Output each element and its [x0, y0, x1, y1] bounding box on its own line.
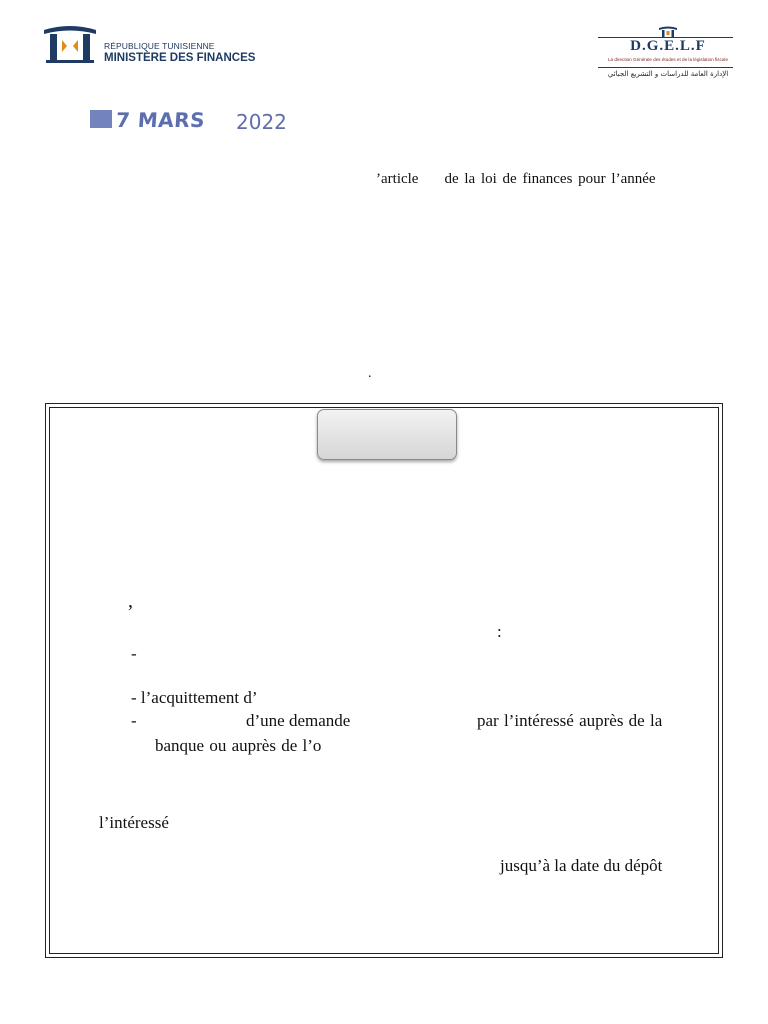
- paragraph-jusqua-depot: jusqu’à la date du dépôt: [500, 856, 663, 875]
- column-emblem-icon: [40, 24, 100, 66]
- box-title-pill: [317, 409, 457, 460]
- dgelf-subtitle-ar: الإدارة العامة للدراسات و التشريع الجبائي: [607, 70, 729, 78]
- stamp-smudge: [90, 110, 112, 128]
- intro-line: [376, 171, 656, 188]
- list-dash-1: -: [131, 644, 137, 663]
- list-item-demande: d’une demande: [246, 711, 351, 730]
- list-dash-3: -: [131, 711, 137, 730]
- list-item-banque: banque ou auprès de l’o: [155, 736, 322, 755]
- dgelf-title: D.G.E.L.F: [630, 38, 706, 54]
- intro-loi-finances: de la loi de finances pour l’année: [444, 171, 656, 187]
- list-item-acquittement: - l’acquittement d’: [131, 688, 258, 707]
- intro-article: ’article: [376, 171, 419, 187]
- paragraph-end-dot: .: [368, 366, 372, 381]
- ministry-name: MINISTÈRE DES FINANCES: [104, 52, 256, 64]
- ministry-republic-label: RÉPUBLIQUE TUNISIENNE: [104, 41, 215, 51]
- box-comma: ,: [128, 590, 133, 612]
- dgelf-subtitle-fr: La direction Générale des études et de la législation fiscale: [607, 57, 729, 62]
- ministry-logo: [40, 24, 270, 68]
- stamp-year: 2022: [236, 110, 287, 134]
- stamp-date: 7 MARS: [115, 108, 206, 132]
- dgelf-logo: [588, 26, 748, 86]
- paragraph-interesse: l’intéressé: [99, 813, 169, 832]
- box-colon: :: [497, 622, 502, 641]
- list-item-par-interesse: par l’intéressé auprès de la: [477, 711, 663, 730]
- dgelf-rule-bottom: [598, 67, 733, 68]
